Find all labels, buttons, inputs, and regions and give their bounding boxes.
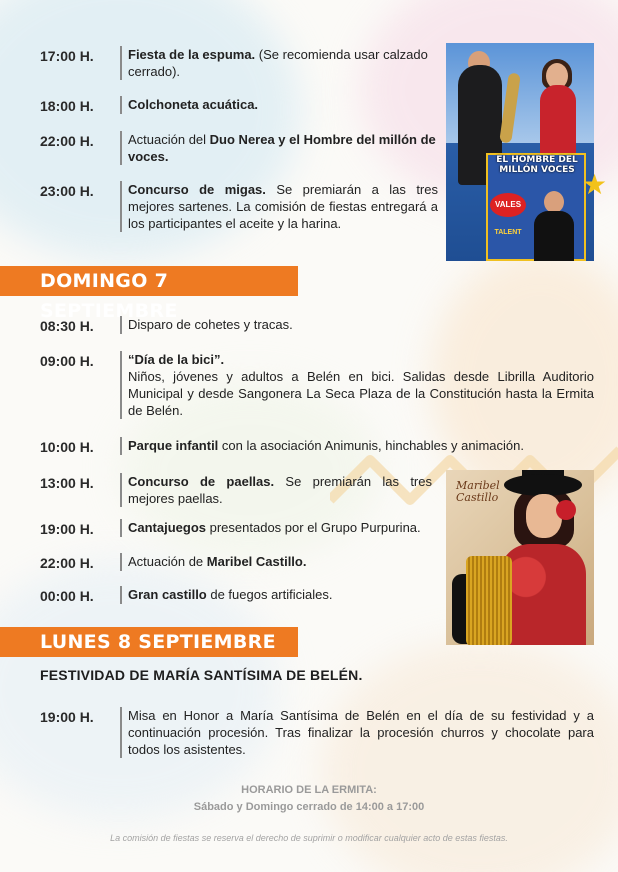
event-row	[40, 96, 438, 114]
event-description: Parque infantil con la asociación Animunis, hinchables y animación.	[120, 437, 594, 455]
event-description: “Día de la bici”. Niños, jóvenes y adultos a Belén en bici. Salidas desde Librilla Auditorio Municipal y desde Sangonera La Seca Plaza de la Constitución hasta la Ermita de Belén.	[120, 351, 594, 419]
event-row	[40, 473, 432, 507]
vales-badge: VALES	[490, 193, 526, 217]
maribel-castillo-photo	[446, 470, 594, 645]
event-time: 22:00 H.	[40, 133, 94, 149]
event-time: 23:00 H.	[40, 183, 94, 199]
event-row	[40, 437, 594, 455]
ermita-hours-label: HORARIO DE LA ERMITA:	[241, 784, 377, 796]
event-description: Misa en Honor a María Santísima de Belén en el día de su festividad y a continuación procesión. Tras finalizar la procesión churros y chocolate para todos los asistentes.	[120, 707, 594, 758]
event-row	[40, 351, 594, 419]
event-time: 17:00 H.	[40, 48, 94, 64]
event-row	[40, 707, 594, 758]
event-row	[40, 46, 438, 80]
event-description: Disparo de cohetes y tracas.	[120, 316, 590, 334]
monday-banner: LUNES 8 SEPTIEMBRE	[0, 627, 298, 657]
sunday-banner: DOMINGO 7 SEPTIEMBRE	[0, 266, 298, 296]
duo-nerea-photo	[446, 43, 594, 261]
event-description: Actuación de Maribel Castillo.	[120, 553, 438, 571]
event-time: 08:30 H.	[40, 318, 94, 334]
disclaimer: La comisión de fiestas se reserva el derecho de suprimir o modificar cualquier acto de estas fiestas.	[110, 833, 508, 843]
event-time: 10:00 H.	[40, 439, 94, 455]
event-description: Concurso de paellas. Se premiarán las tres mejores paellas.	[120, 473, 432, 507]
event-row	[40, 519, 438, 537]
poster-title: EL HOMBRE DEL MILLÓN VOCES	[496, 155, 578, 175]
event-time: 18:00 H.	[40, 98, 94, 114]
event-row	[40, 131, 438, 165]
event-time: 19:00 H.	[40, 521, 94, 537]
event-description: Colchoneta acuática.	[120, 96, 438, 114]
star-icon: ★	[582, 169, 608, 200]
ermita-hours-value: Sábado y Domingo cerrado de 14:00 a 17:00	[193, 801, 425, 813]
event-description: Gran castillo de fuegos artificiales.	[120, 586, 438, 604]
event-row	[40, 586, 438, 604]
festividad-heading: FESTIVIDAD DE MARÍA SANTÍSIMA DE BELÉN.	[40, 667, 363, 683]
event-row	[40, 316, 590, 334]
event-description: Cantajuegos presentados por el Grupo Purpurina.	[120, 519, 438, 537]
photo-caption: Maribel Castillo	[456, 479, 500, 504]
event-time: 22:00 H.	[40, 555, 94, 571]
event-description: Fiesta de la espuma. (Se recomienda usar calzado cerrado).	[120, 46, 438, 80]
event-description: Concurso de migas. Se premiarán a las tres mejores sartenes. La comisión de fiestas entregará a los participantes el aceite y la harina.	[120, 181, 438, 232]
event-description: Actuación del Duo Nerea y el Hombre del millón de voces.	[120, 131, 438, 165]
event-time: 09:00 H.	[40, 353, 94, 369]
event-time: 00:00 H.	[40, 588, 94, 604]
event-time: 13:00 H.	[40, 475, 94, 491]
talent-logo: TALENT	[494, 229, 522, 236]
event-time: 19:00 H.	[40, 709, 94, 725]
event-row	[40, 181, 438, 232]
event-row	[40, 553, 438, 571]
